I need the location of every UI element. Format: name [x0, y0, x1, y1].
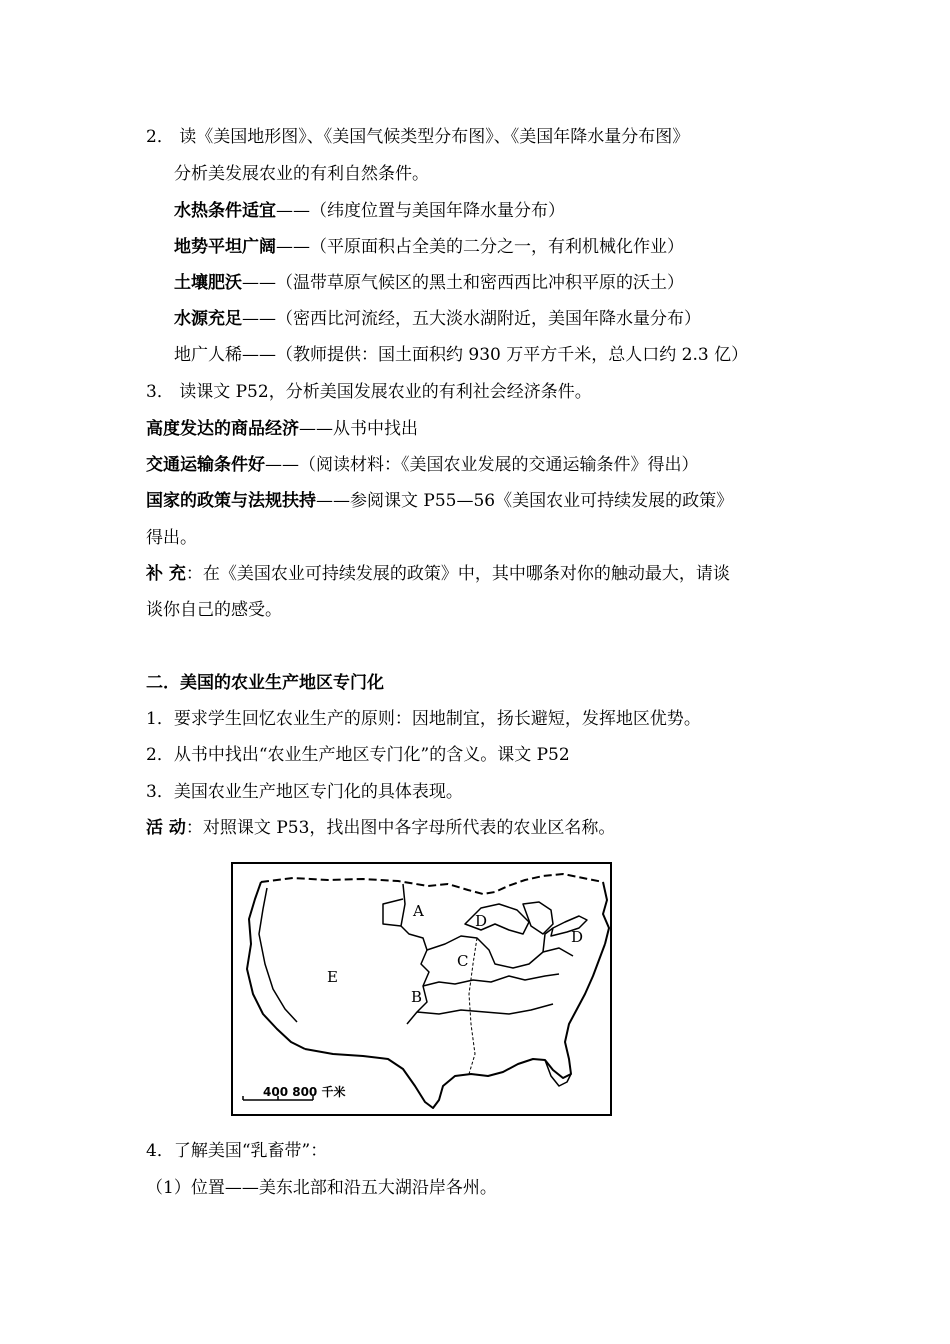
- region-label: E: [327, 968, 338, 986]
- social-transport: 交通运输条件好——（阅读材料：《美国农业发展的交通运输条件》得出）: [146, 455, 699, 475]
- usa-agriculture-map: [231, 862, 612, 1116]
- list-item: 3．美国农业生产地区专门化的具体表现。: [146, 782, 463, 802]
- region-boundary: [423, 974, 559, 986]
- social-commodity: 高度发达的商品经济——从书中找出: [146, 419, 418, 439]
- supplement-cont: 谈你自己的感受。: [146, 600, 282, 620]
- item-3: 3． 读课文 P52，分析美国发展农业的有利社会经济条件。: [146, 382, 592, 402]
- item-2-line1: 2． 读《美国地形图》、《美国气候类型分布图》、《美国年降水量分布图》: [146, 127, 690, 147]
- condition-land: 地广人稀——（教师提供：国土面积约 930 万平方千米，总人口约 2.3 亿）: [174, 345, 749, 365]
- region-label: C: [457, 952, 469, 970]
- scale-label: 400 800 千米: [263, 1085, 346, 1099]
- list-item: 2．从书中找出“农业生产地区专门化”的含义。课文 P52: [146, 745, 570, 765]
- region-label: D: [571, 928, 584, 946]
- item-4: 4．了解美国“乳畜带”：: [146, 1141, 328, 1161]
- border-line: [261, 874, 603, 894]
- region-boundary: [417, 1004, 553, 1014]
- supplement: 补 充：在《美国农业可持续发展的政策》中，其中哪条对你的触动最大，请谈: [146, 564, 730, 584]
- region-label: D: [475, 912, 488, 930]
- region-label: A: [413, 902, 424, 920]
- coastline: [247, 882, 305, 1049]
- coastline: [305, 944, 605, 1108]
- social-policy-cont: 得出。: [146, 528, 197, 548]
- condition-terrain: 地势平坦广阔——（平原面积占全美的二分之一，有利机械化作业）: [174, 237, 684, 257]
- activity: 活 动：对照课文 P53，找出图中各字母所代表的农业区名称。: [146, 818, 616, 838]
- region-label: B: [411, 988, 423, 1006]
- condition-soil: 土壤肥沃——（温带草原气候区的黑土和密西西比冲积平原的沃土）: [174, 273, 684, 293]
- item-4-1: （1）位置——美东北部和沿五大湖沿岸各州。: [146, 1178, 497, 1198]
- condition-water-heat: 水热条件适宜——（纬度位置与美国年降水量分布）: [174, 201, 565, 221]
- item-2-line2: 分析美发展农业的有利自然条件。: [174, 164, 429, 184]
- section-heading: 二．美国的农业生产地区专门化: [146, 673, 384, 693]
- list-item: 1．要求学生回忆农业生产的原则：因地制宜，扬长避短，发挥地区优势。: [146, 709, 701, 729]
- social-policy: 国家的政策与法规扶持——参阅课文 P55—56《美国农业可持续发展的政策》: [146, 491, 734, 511]
- condition-water-source: 水源充足——（密西比河流经，五大淡水湖附近，美国年降水量分布）: [174, 309, 701, 329]
- region-boundary: [427, 936, 573, 968]
